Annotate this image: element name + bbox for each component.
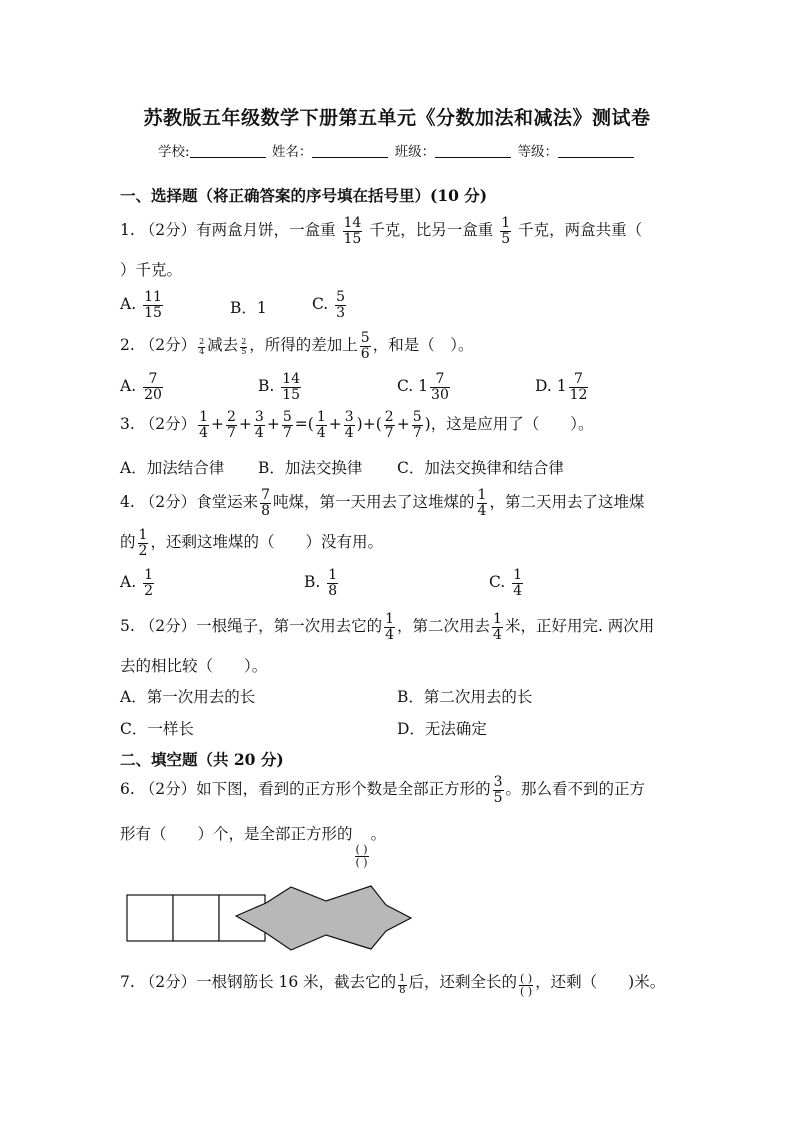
question-2 xyxy=(120,331,473,361)
q3-option-b: B．加法交换律 xyxy=(258,459,363,477)
q3-option-a: A．加法结合律 xyxy=(120,459,225,477)
q5-option-b: B．第二次用去的长 xyxy=(397,688,533,706)
q2-text-b: 减去 xyxy=(207,336,239,355)
q2-option-d: D. 1 $\frac{7}{12}$ xyxy=(535,371,588,403)
grade-blank[interactable] xyxy=(558,143,634,158)
school-blank[interactable] xyxy=(190,143,266,158)
section-2-heading: 二、填空题（共 20 分) xyxy=(120,750,284,769)
section-1-heading: 一、选择题（将正确答案的序号填在括号里）(10 分) xyxy=(120,186,488,205)
q1-text-c: 千克，两盒共重（ xyxy=(518,221,643,240)
q2-fraction-1: $\frac{2}{4}$ xyxy=(199,337,205,356)
q6-line-2: 形有（ ）个，是全部正方形的 $\frac{( )}{( )}$ 。 xyxy=(120,825,387,869)
q1-line-2: ）千克。 xyxy=(120,261,183,279)
square-2 xyxy=(173,895,219,941)
q1-option-a: A. $\frac{11}{15}$ xyxy=(120,289,162,321)
q1-fraction-1: $\frac{14}{15}$ xyxy=(343,215,362,247)
q5-line-2: 去的相比较（ ）。 xyxy=(120,657,268,675)
grade-label: 等级： xyxy=(517,144,558,160)
class-label: 班级： xyxy=(394,144,436,160)
q2-option-b: B. $\frac{14}{15}$ xyxy=(258,371,301,403)
square-1 xyxy=(127,895,173,941)
q5-option-d: D．无法确定 xyxy=(397,720,487,738)
class-blank[interactable] xyxy=(435,143,511,158)
q1-text-a: 1. （2分）有两盒月饼，一盒重 xyxy=(120,221,336,240)
q4-option-a: A. $\frac{1}{2}$ xyxy=(120,567,153,599)
question-1 xyxy=(120,216,642,246)
q5-option-c: C．一样长 xyxy=(120,720,194,738)
q4-option-c: C. $\frac{1}{4}$ xyxy=(489,567,523,599)
q2-text-d: ，和是（ ）。 xyxy=(372,336,474,355)
q2-text-c: ，所得的差加上 xyxy=(249,336,358,355)
q2-fraction-2: $\frac{2}{5}$ xyxy=(241,337,247,356)
q3-option-c: C．加法交换律和结合律 xyxy=(397,459,564,477)
q4-line-2: 的 $\frac{1}{2}$ ，还剩这堆煤的（ ）没有用。 xyxy=(120,527,383,559)
q1-fraction-2: $\frac{1}{5}$ xyxy=(501,215,511,247)
school-label: 学校: xyxy=(158,144,190,160)
q5-option-a: A．第一次用去的长 xyxy=(120,688,256,706)
question-4: 4. （2分）食堂运来 $\frac{7}{8}$ 吨煤，第一天用去了这堆煤的 $\frac{1}{4}$ ，第二天用去了这堆煤 xyxy=(120,487,645,519)
question-6: 6. （2分）如下图，看到的正方形个数是全部正方形的 $\frac{3}{5}$ 。那么看不到的正方 xyxy=(120,774,646,806)
question-3: 3. （2分） $\frac{1}{4}$ + $\frac{2}{7}$ + $\frac{3}{4}$ + $\frac{5}{7}$ =( $\frac{1}{4}$ + $\frac{3}{4}$ )+( $\frac{2}{7}$ + $\frac{5}{7}$ )，这是应用了（ ）。 xyxy=(120,409,594,441)
q1-option-c: C. $\frac{5}{3}$ xyxy=(312,289,346,321)
q2-option-a: A. $\frac{7}{20}$ xyxy=(120,371,162,403)
student-info xyxy=(0,140,794,160)
q1-option-b: B．1 xyxy=(230,299,267,317)
question-7: 7. （2分）一根钢筋长 16 米，截去它的 $\frac{1}{8}$ 后，还剩全长的 $\frac{( )}{( )}$ ，还剩（ )米。 xyxy=(120,972,666,998)
name-label: 姓名： xyxy=(271,144,313,160)
squares-figure xyxy=(126,885,416,955)
q4-option-b: B. $\frac{1}{8}$ xyxy=(304,567,338,599)
q2-option-c: C. 1 $\frac{7}{30}$ xyxy=(397,371,449,403)
page-title: 苏教版五年级数学下册第五单元《分数加法和减法》测试卷 xyxy=(143,107,651,129)
name-blank[interactable] xyxy=(312,143,388,158)
q2-fraction-3: $\frac{5}{6}$ xyxy=(360,330,370,362)
question-5: 5. （2分）一根绳子，第一次用去它的 $\frac{1}{4}$ ，第二次用去 $\frac{1}{4}$ 米，正好用完. 两次用 xyxy=(120,611,655,643)
q1-text-b: 千克，比另一盒重 xyxy=(369,221,494,240)
q2-text-a: 2. （2分） xyxy=(120,336,197,355)
